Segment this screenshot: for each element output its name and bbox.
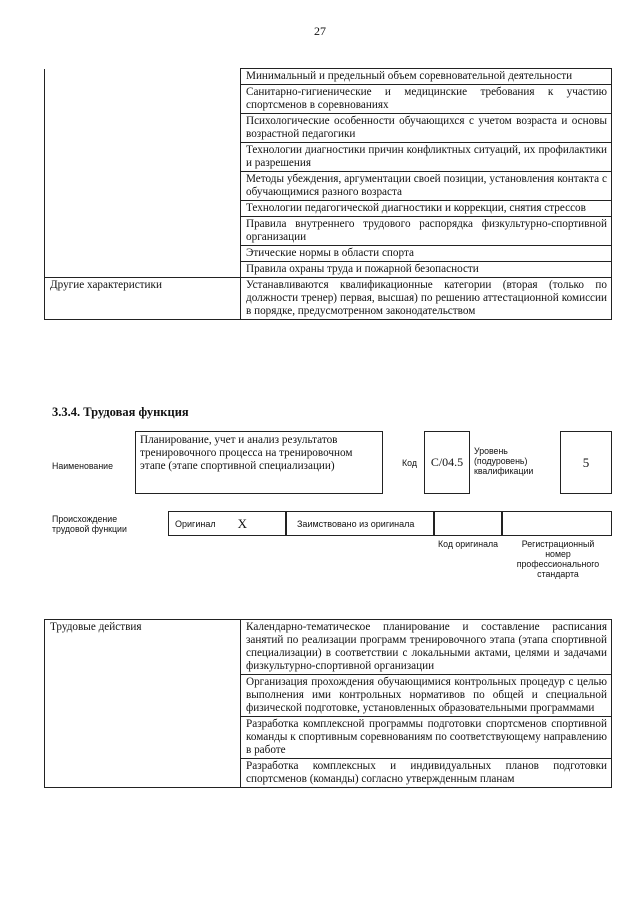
table-cell: Календарно-тематическое планирование и составление расписания занятий по реализации программ тренировочного этапа (этапа спортивной специализации) в соответствии с локальными актами, целями и задачами физкультурно-спортивной организации: [241, 620, 612, 675]
code-original-cell: [434, 511, 502, 536]
table-cell: Правила внутреннего трудового распорядка физкультурно-спортивной организации: [241, 217, 612, 246]
table-cell: Технологии педагогической диагностики и коррекции, снятия стрессов: [241, 201, 612, 217]
other-characteristics-label: Другие характеристики: [45, 278, 241, 320]
section-title: 3.3.4. Трудовая функция: [52, 405, 189, 419]
origin-label: Происхождение трудовой функции: [52, 514, 127, 534]
function-name-box: Планирование, учет и анализ результатов тренировочного процесса на тренировочном этапе (этапе спортивной специализации): [135, 431, 383, 494]
code-label: Код: [402, 458, 417, 468]
table-row: [45, 620, 612, 675]
original-label: Оригинал: [175, 518, 216, 529]
table-cell: Психологические особенности обучающихся с учетом возраста и основы возрастной педагогики: [241, 114, 612, 143]
table-cell: Организация прохождения обучающимися контрольных процедур с целью выполнения ими контрольных нормативов по общей и специальной физической подготовке, установленных образовательными программами: [241, 675, 612, 717]
labor-actions-label: Трудовые действия: [45, 620, 241, 788]
reg-number-cell: [502, 511, 612, 536]
code-original-caption: Код оригинала: [438, 539, 498, 549]
knowledge-table: [44, 68, 612, 320]
labor-actions-table: [44, 619, 612, 788]
table-cell: Санитарно-гигиенические и медицинские требования к участию спортсменов в соревнованиях: [241, 85, 612, 114]
table-row: [45, 69, 612, 85]
table-cell-empty: [45, 69, 241, 278]
original-mark: X: [237, 515, 247, 531]
borrowed-cell: [286, 511, 434, 536]
borrowed-label: Заимствовано из оригинала: [297, 518, 415, 529]
level-box: 5: [560, 431, 612, 494]
table-cell: Методы убеждения, аргументации своей позиции, установления контакта с обучающимися разного возраста: [241, 172, 612, 201]
page-number: 27: [314, 24, 326, 38]
reg-number-caption: Регистрационный номер профессионального стандарта: [516, 539, 600, 579]
code-box: C/04.5: [424, 431, 470, 494]
other-characteristics-text: Устанавливаются квалификационные категории (вторая (только по должности тренер) первая, высшая) по решению аттестационной комиссии в порядке, предусмотренном законодательством: [241, 278, 612, 320]
original-cell: [168, 511, 286, 536]
table-cell: Технологии диагностики причин конфликтных ситуаций, их профилактики и разрешения: [241, 143, 612, 172]
table-cell: Разработка комплексной программы подготовки спортсменов спортивной команды к спортивным соревнованиям по соответствующему направлению в работе: [241, 717, 612, 759]
table-cell: Правила охраны труда и пожарной безопасности: [241, 262, 612, 278]
table-cell: Этические нормы в области спорта: [241, 246, 612, 262]
table-row: [45, 278, 612, 320]
name-label: Наименование: [52, 461, 113, 471]
table-cell: Минимальный и предельный объем соревновательной деятельности: [241, 69, 612, 85]
table-cell: Разработка комплексных и индивидуальных планов подготовки спортсменов (команды) согласно утвержденным планам: [241, 759, 612, 788]
level-label: Уровень (подуровень) квалификации: [474, 446, 534, 476]
